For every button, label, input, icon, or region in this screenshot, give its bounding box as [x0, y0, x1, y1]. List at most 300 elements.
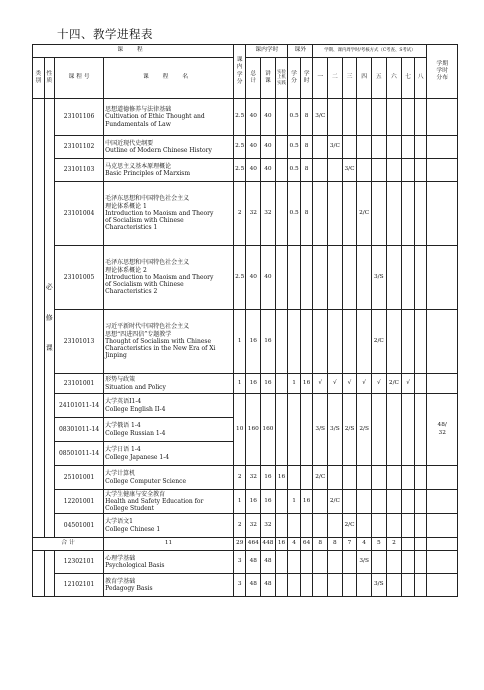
subtotal-semester: 8 — [313, 538, 328, 551]
distribution-line: 48/ — [437, 422, 447, 429]
course-name-line: 大学日语 1-4 — [105, 446, 141, 454]
table-row — [33, 394, 458, 418]
semester-value: 3/S — [371, 246, 386, 310]
semester-value — [342, 99, 357, 136]
course-total-hours: 40 — [246, 159, 261, 182]
course-name — [104, 310, 234, 374]
semester-value — [328, 466, 343, 490]
semester-value: √ — [328, 374, 343, 394]
course-code: 23101005 — [54, 246, 103, 310]
course-total-hours: 40 — [246, 99, 261, 136]
course-name-line: 马克思主义基本原理概论 — [105, 162, 172, 170]
course-extra-credit: 1 — [288, 490, 301, 514]
course-lecture-hours: 32 — [261, 182, 276, 246]
course-lab-hours — [275, 551, 288, 574]
course-name-line: of Socialism with Chinese — [105, 281, 184, 289]
semester-value: √ — [402, 374, 415, 394]
course-credit: 2.5 — [233, 246, 246, 310]
semester-value — [371, 394, 386, 466]
course-name — [104, 136, 234, 159]
course-credit: 2.5 — [233, 136, 246, 159]
semester-value — [371, 466, 386, 490]
course-code: 23101106 — [54, 99, 103, 136]
semester-value — [371, 551, 386, 574]
semester-value — [414, 136, 427, 159]
course-credit: 2 — [233, 514, 246, 538]
course-name-line: College Student — [105, 505, 155, 513]
semester-distribution — [427, 394, 458, 466]
course-name-line: of Socialism with Chinese — [105, 217, 184, 225]
semester-value: 3/S — [328, 394, 343, 466]
course-extra-hours — [300, 394, 313, 466]
course-name — [104, 490, 234, 514]
course-code: 12102101 — [54, 574, 103, 597]
course-extra-credit — [288, 514, 301, 538]
course-lab-hours — [275, 490, 288, 514]
course-extra-credit: 0.5 — [288, 136, 301, 159]
semester-value — [313, 159, 328, 182]
course-extra-credit: 0.5 — [288, 182, 301, 246]
course-name-line: College Japanese 1-4 — [105, 453, 170, 461]
header-semester-dist: 学期 学时 分布 — [427, 45, 458, 99]
semester-value — [414, 374, 427, 394]
semester-value — [386, 310, 402, 374]
course-total-hours: 40 — [246, 246, 261, 310]
semester-value — [371, 159, 386, 182]
semester-value — [342, 551, 357, 574]
table-row — [33, 99, 458, 136]
semester-value — [357, 99, 372, 136]
course-extra-hours: 16 — [300, 374, 313, 394]
header-lab: 实验 上机 实践 — [275, 58, 288, 99]
semester-value — [414, 514, 427, 538]
semester-value: 2/C — [328, 490, 343, 514]
semester-value — [402, 99, 415, 136]
course-lecture-hours: 16 — [261, 466, 276, 490]
course-name-line: Introduction to Maoism and Theory — [105, 273, 214, 281]
course-name-line: Fundamentals of Law — [105, 120, 171, 128]
course-name-line: Characteristics in the New Era of Xi — [105, 345, 216, 353]
course-total-hours: 32 — [246, 514, 261, 538]
semester-value — [328, 310, 343, 374]
semester-4: 四 — [357, 58, 372, 99]
course-lecture-hours: 16 — [261, 374, 276, 394]
semester-value: √ — [313, 374, 328, 394]
semester-value — [414, 551, 427, 574]
semester-value — [402, 136, 415, 159]
table-row — [33, 574, 458, 597]
course-lab-hours — [275, 514, 288, 538]
course-credit: 2.5 — [233, 159, 246, 182]
table-row — [33, 310, 458, 374]
course-extra-hours — [300, 551, 313, 574]
semester-value — [342, 310, 357, 374]
semester-value — [414, 466, 427, 490]
category-cell — [33, 99, 45, 538]
course-lecture-hours: 40 — [261, 159, 276, 182]
table-row — [33, 551, 458, 574]
course-name-line: 教育学基础 — [105, 577, 136, 585]
semester-value — [402, 490, 415, 514]
course-name-line: Pedagogy Basis — [105, 585, 153, 592]
semester-distribution — [427, 490, 458, 514]
semester-value — [357, 466, 372, 490]
course-total-hours: 16 — [246, 490, 261, 514]
course-extra-hours — [300, 246, 313, 310]
schedule-table — [32, 44, 458, 597]
semester-value — [386, 490, 402, 514]
course-code: 24101011-14 — [54, 394, 103, 418]
semester-value — [386, 246, 402, 310]
course-name-line: Introduction to Maoism and Theory — [105, 209, 214, 217]
course-name-line: Jinping — [105, 352, 127, 360]
semester-value — [342, 182, 357, 246]
course-extra-credit: 1 — [288, 374, 301, 394]
course-extra-hours: 16 — [300, 490, 313, 514]
subtotal-label: 合 计 — [33, 538, 104, 551]
nature-cell-2 — [44, 551, 54, 597]
course-name-line: 大学计算机 — [105, 470, 136, 478]
course-extra-hours: 8 — [300, 182, 313, 246]
semester-value — [386, 182, 402, 246]
semester-value — [414, 246, 427, 310]
subtotal-semester: 8 — [328, 538, 343, 551]
semester-value — [313, 136, 328, 159]
semester-value — [386, 466, 402, 490]
course-lab-hours — [275, 574, 288, 597]
subtotal-semester: 4 — [357, 538, 372, 551]
semester-value: 3/C — [328, 136, 343, 159]
header-total: 总 计 — [246, 58, 261, 99]
semester-value — [402, 466, 415, 490]
category-required-char: 必 — [45, 283, 53, 292]
header-credit: 课 内 学 分 — [233, 45, 246, 99]
course-extra-hours — [300, 514, 313, 538]
semester-distribution — [427, 310, 458, 374]
course-lecture-hours: 16 — [261, 310, 276, 374]
course-total-hours: 40 — [246, 136, 261, 159]
subtotal-semester — [402, 538, 415, 551]
table-row — [33, 136, 458, 159]
course-extra-credit — [288, 466, 301, 490]
distribution-line: 32 — [438, 429, 446, 436]
semester-value — [357, 159, 372, 182]
course-name — [104, 418, 234, 442]
semester-value — [313, 310, 328, 374]
course-name-line: 毛泽东思想和中国特色社会主义 — [105, 195, 190, 203]
course-name-line: 中国近现代史纲要 — [105, 139, 154, 147]
course-name — [104, 574, 234, 597]
course-lecture-hours: 160 — [261, 394, 276, 466]
table-row — [33, 246, 458, 310]
semester-value — [386, 551, 402, 574]
course-name — [104, 374, 234, 394]
course-name-line: 心理学基础 — [105, 554, 136, 562]
course-lecture-hours: 16 — [261, 490, 276, 514]
semester-value — [313, 551, 328, 574]
course-extra-hours — [300, 466, 313, 490]
semester-value — [328, 99, 343, 136]
course-code: 12201001 — [54, 490, 103, 514]
semester-distribution — [427, 514, 458, 538]
semester-6: 六 — [386, 58, 402, 99]
semester-8: 八 — [414, 58, 427, 99]
course-extra-hours — [300, 310, 313, 374]
course-total-hours: 32 — [246, 466, 261, 490]
course-lecture-hours: 32 — [261, 514, 276, 538]
header-code: 课 程 号 — [54, 58, 103, 99]
course-extra-credit — [288, 394, 301, 466]
semester-value: √ — [371, 374, 386, 394]
course-lecture-hours: 40 — [261, 246, 276, 310]
course-name-line: Cultivation of Ethic Thought and — [105, 113, 205, 121]
semester-value — [342, 246, 357, 310]
course-name-line: 形势与政策 — [105, 376, 136, 384]
course-extra-credit — [288, 574, 301, 597]
semester-value: 2/S — [357, 394, 372, 466]
course-name-line: College Computer Science — [105, 477, 187, 485]
semester-distribution — [427, 182, 458, 246]
course-lecture-hours: 40 — [261, 99, 276, 136]
semester-value — [414, 159, 427, 182]
course-lab-hours — [275, 374, 288, 394]
subtotal-lab: 16 — [275, 538, 288, 551]
semester-value: 2/S — [342, 394, 357, 466]
table-row — [33, 159, 458, 182]
header-nature: 性 质 — [44, 58, 54, 99]
semester-distribution — [427, 99, 458, 136]
course-code: 23101102 — [54, 136, 103, 159]
semester-value — [371, 182, 386, 246]
course-name — [104, 159, 234, 182]
semester-value — [313, 514, 328, 538]
course-total-hours: 48 — [246, 551, 261, 574]
semester-value: 2/C — [357, 182, 372, 246]
semester-value: 2/C — [386, 374, 402, 394]
course-extra-credit: 0.5 — [288, 99, 301, 136]
course-name-line: 理论体系概论 2 — [105, 266, 147, 274]
header-semester-note: 学期、课内周学时/考核方式（C考查、S考试） — [313, 45, 427, 58]
course-name — [104, 442, 234, 466]
semester-value — [402, 246, 415, 310]
course-credit: 2 — [233, 182, 246, 246]
course-lab-hours — [275, 136, 288, 159]
category-required-char: 修 — [45, 313, 53, 322]
course-name-line: 毛泽东思想和中国特色社会主义 — [105, 259, 190, 267]
course-name — [104, 246, 234, 310]
table-row — [33, 514, 458, 538]
semester-1: 一 — [313, 58, 328, 99]
course-name-line: 大学英语I1-4 — [105, 398, 142, 406]
course-name — [104, 182, 234, 246]
semester-value — [402, 551, 415, 574]
header-extra: 课外 — [288, 45, 313, 58]
course-code: 23101004 — [54, 182, 103, 246]
course-credit: 1 — [233, 310, 246, 374]
semester-value — [371, 99, 386, 136]
semester-value — [386, 136, 402, 159]
course-code: 25101001 — [54, 466, 103, 490]
semester-value — [386, 99, 402, 136]
course-lecture-hours: 48 — [261, 574, 276, 597]
header-name: 课 程 名 — [104, 58, 234, 99]
subtotal-distribution — [427, 538, 458, 551]
course-name-line: College Russian 1-4 — [105, 429, 166, 437]
course-name-line: Health and Safety Education for — [105, 497, 204, 505]
course-code: 12302101 — [54, 551, 103, 574]
course-name-line: College English II-4 — [105, 405, 166, 413]
course-credit: 3 — [233, 551, 246, 574]
header-course: 课 程 — [33, 45, 234, 58]
course-name-line: College Chinese 1 — [105, 525, 161, 533]
semester-5: 五 — [371, 58, 386, 99]
category-cell-2 — [33, 551, 45, 597]
semester-value — [371, 514, 386, 538]
semester-value — [371, 136, 386, 159]
semester-value: √ — [357, 374, 372, 394]
course-name-line: 理论体系概论 1 — [105, 202, 147, 210]
semester-value: 3/S — [313, 394, 328, 466]
semester-value: 2/C — [313, 466, 328, 490]
semester-value — [357, 490, 372, 514]
course-name — [104, 551, 234, 574]
course-code: 23101103 — [54, 159, 103, 182]
course-lab-hours — [275, 182, 288, 246]
semester-distribution — [427, 136, 458, 159]
semester-value — [357, 246, 372, 310]
semester-distribution — [427, 574, 458, 597]
table-row — [33, 490, 458, 514]
semester-value — [414, 99, 427, 136]
course-name-line: Basic Principles of Marxism — [105, 170, 191, 177]
table-row — [33, 466, 458, 490]
semester-distribution — [427, 246, 458, 310]
table-row — [33, 182, 458, 246]
course-name-line: Characteristics 2 — [105, 288, 158, 296]
semester-value — [386, 159, 402, 182]
course-name-line: Thought of Socialism with Chinese — [105, 337, 211, 345]
semester-value — [402, 574, 415, 597]
header-row-2 — [33, 58, 458, 80]
course-lab-hours — [275, 159, 288, 182]
semester-value — [328, 182, 343, 246]
semester-value: √ — [342, 374, 357, 394]
semester-value — [357, 136, 372, 159]
semester-value — [342, 574, 357, 597]
course-name-line: 大学语文1 — [105, 518, 133, 526]
semester-value: 2/C — [371, 310, 386, 374]
header-lecture: 讲 课 — [261, 58, 276, 99]
semester-value — [357, 574, 372, 597]
course-name-line: 习近平新时代中国特色社会主义 — [105, 323, 190, 331]
course-total-hours: 160 — [246, 394, 261, 466]
semester-value — [342, 466, 357, 490]
course-total-hours: 16 — [246, 310, 261, 374]
subtotal-semester: 7 — [342, 538, 357, 551]
category-required-char: 课 — [45, 344, 53, 353]
course-name-line: 思想“四进四信”专题教学 — [105, 330, 172, 338]
semester-value — [357, 514, 372, 538]
semester-distribution — [427, 159, 458, 182]
semester-value: 3/S — [371, 574, 386, 597]
semester-value — [371, 490, 386, 514]
header-category: 类 别 — [33, 58, 45, 99]
semester-value — [342, 490, 357, 514]
course-code: 08301011-14 — [54, 418, 103, 442]
course-lab-hours — [275, 394, 288, 466]
course-name — [104, 514, 234, 538]
header-extra-credit: 学 分 — [288, 58, 301, 99]
semester-3: 三 — [342, 58, 357, 99]
header-row-1 — [33, 45, 458, 58]
semester-value — [414, 574, 427, 597]
subtotal-extra-credit: 4 — [288, 538, 301, 551]
semester-value — [313, 246, 328, 310]
semester-value — [402, 182, 415, 246]
course-name-line: 思想道德修养与法律基础 — [105, 106, 172, 114]
semester-value — [313, 182, 328, 246]
course-credit: 2 — [233, 466, 246, 490]
table-row — [33, 374, 458, 394]
semester-value — [414, 310, 427, 374]
course-name — [104, 99, 234, 136]
semester-value — [386, 574, 402, 597]
course-lab-hours: 16 — [275, 466, 288, 490]
course-name-line: Situation and Policy — [105, 383, 166, 391]
semester-value: 3/C — [342, 159, 357, 182]
semester-value — [402, 394, 415, 466]
course-total-hours: 32 — [246, 182, 261, 246]
subtotal-count: 11 — [104, 538, 234, 551]
course-name-line: Outline of Modern Chinese History — [105, 147, 212, 154]
semester-2: 二 — [328, 58, 343, 99]
course-lab-hours — [275, 246, 288, 310]
semester-value — [414, 394, 427, 466]
header-in-class-hours: 课内学时 — [246, 45, 288, 58]
subtotal-row — [33, 538, 458, 551]
semester-value — [328, 159, 343, 182]
course-name — [104, 394, 234, 418]
semester-value — [328, 551, 343, 574]
course-lecture-hours: 40 — [261, 136, 276, 159]
header-extra-hours: 学 时 — [300, 58, 313, 99]
semester-value — [313, 490, 328, 514]
semester-value — [402, 310, 415, 374]
course-extra-credit: 0.5 — [288, 159, 301, 182]
course-total-hours: 48 — [246, 574, 261, 597]
subtotal-semester: 5 — [371, 538, 386, 551]
course-lab-hours — [275, 99, 288, 136]
course-extra-hours: 8 — [300, 136, 313, 159]
semester-value — [342, 136, 357, 159]
course-name-line: Psychological Basis — [105, 562, 165, 569]
semester-value — [414, 182, 427, 246]
course-extra-credit — [288, 246, 301, 310]
course-extra-credit — [288, 551, 301, 574]
course-extra-hours — [300, 574, 313, 597]
semester-value: 2/C — [342, 514, 357, 538]
course-code: 04501001 — [54, 514, 103, 538]
semester-value: 3/S — [357, 551, 372, 574]
course-code: 23101013 — [54, 310, 103, 374]
course-code: 08501011-14 — [54, 442, 103, 466]
subtotal-credit: 29 — [233, 538, 246, 551]
course-credit: 2.5 — [233, 99, 246, 136]
semester-distribution — [427, 551, 458, 574]
subtotal-total: 464 — [246, 538, 261, 551]
semester-value — [402, 514, 415, 538]
semester-value — [328, 246, 343, 310]
